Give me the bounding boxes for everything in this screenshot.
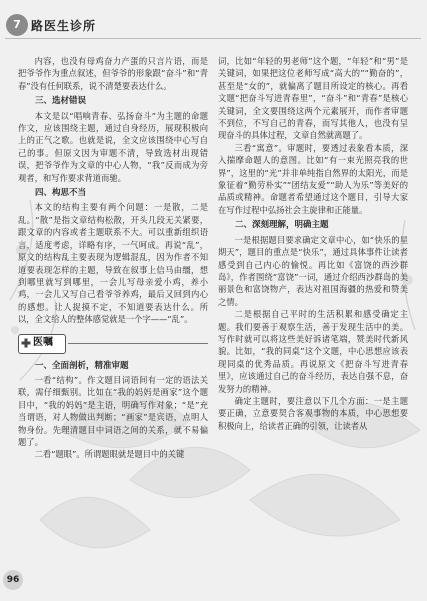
paragraph: 确定主题时，要注意以下几个方面：一是主题要正确，立意要契合客观事物的本质，中心思想要积极向上，给读者正确的引领，让读者从 — [218, 395, 408, 431]
page-number: 96 — [3, 570, 23, 590]
left-column — [18, 55, 208, 461]
paragraph: 三看“寓意”。审题时，要透过表象看本质，深入揣摩命题人的意图。比如“有一束光照亮我的世界”，这里的“光”并非单纯指自然界的太阳光，而是象征着“勤劳朴实”“团结友爱”“助人为乐”等美好的品质或精神。命题者希望通过这个题目，引导大家在写作过程中弘扬社会主旋律和正能量。 — [218, 142, 408, 215]
section-title: 路医生诊所 — [31, 19, 97, 33]
right-column — [218, 55, 408, 432]
subheading: 四、构思不当 — [35, 188, 87, 199]
subheading: 三、选材错误 — [35, 96, 87, 107]
section-label-box — [18, 334, 208, 354]
header-divider — [5, 38, 421, 39]
paragraph: 本文的结构主要有两个问题：一是散，二是乱。“散”是指文章结构松散，开头几段无关紧要，跟文章的内容或者主题联系不大。可以重新组织语言，适度考虑，详略有序，一气呵成。再说“乱”，原文的结构乱主要表现为逻辑混乱，因为作者不知道要表现怎样的主题，导致在叙事上信马由缰，想到哪里就写到哪里，一会儿写母亲爱小鸡，养小鸡，一会儿又写自己看爷爷养鸡，最后又回到内心的感想。让人捉摸不定，不知道要表达什么。所以，全文给人的整体感觉就是一个字——“乱”。 — [18, 202, 208, 325]
paragraph: 二看“题眼”。所谓题眼就是题目中的关键 — [34, 449, 185, 460]
paragraph: 一看“结构”。作文题目词语间有一定的语法关联，需仔细甄别。比如在“我的妈妈是画家”这个题目中，“我的妈妈”是主语，明确写作对象；“是”充当谓语，对人物做出判断；“画家”是宾语，点明人物身份。先理清题目中词语之间的关系，就不易偏题了。 — [18, 374, 208, 447]
section-badge: 7 — [6, 14, 28, 36]
page-header — [0, 0, 427, 46]
cross-icon — [21, 338, 31, 348]
subheading: 二、深刻理解，明确主题 — [235, 220, 329, 231]
paragraph: 一是根据题目要求确定文章中心，如“快乐的星期天”，题目的重点是“快乐”，通过具体事件让读者感受到自己内心的愉悦。再比如《富饶的西沙群岛》，作者围绕“富饶”一词，通过介绍西沙群岛的美丽景色和富饶物产，表达对祖国海疆的热爱和赞美之情。 — [218, 234, 408, 307]
section-divider — [68, 343, 208, 344]
paragraph: 本文是以“唱响青春、弘扬奋斗”为主题的命题作文，应该围绕主题，通过自身经历，展现积极向上的正气之歌。也就是说，全文应该围绕中心写自己的事。但原文因为审题不清，导致选材出现错误，把爷爷作为文章的中心人物，“我”反而成为旁观者，和写作要求背道而驰。 — [18, 110, 208, 183]
subheading: 一、全面剖析，精准审题 — [35, 360, 129, 371]
paragraph: 词，比如“年轻的男老师”这个题，“年轻”和“男”是关键词，如果把这位老师写成“高大的”“勤奋的”，甚至是“女的”，就偏离了题目所设定的核心。再看文题“把奋斗写进青春里”，“奋斗”和“青春”是核心关键词，全文要围绕这两个元素展开，而作者审题不到位，不写自己的青春，而写其他人，也没有呈现奋斗的具体过程，文章自然就离题了。 — [218, 56, 408, 141]
section-label: 医嘱 — [33, 336, 53, 348]
paragraph: 二是根据自己平时的生活积累和感受确定主题。我们要善于观察生活，善于发现生活中的美。写作时就可以将这些美好诉诸笔端，赞美时代新风貌。比如，“我的同桌”这个文题，中心思想应该表现同桌的优秀品质。再说原文《把奋斗写进青春里》，应该通过自己的奋斗经历，表达自强不息，奋发努力的精神。 — [218, 309, 408, 394]
paragraph: 内容，也没有母鸡奋力产蛋的只言片语，而是把爷爷作为重点叙述，但爷爷的形象跟“奋斗”和“青春”没有任何联系，说不清楚要表达什么。 — [18, 56, 208, 91]
